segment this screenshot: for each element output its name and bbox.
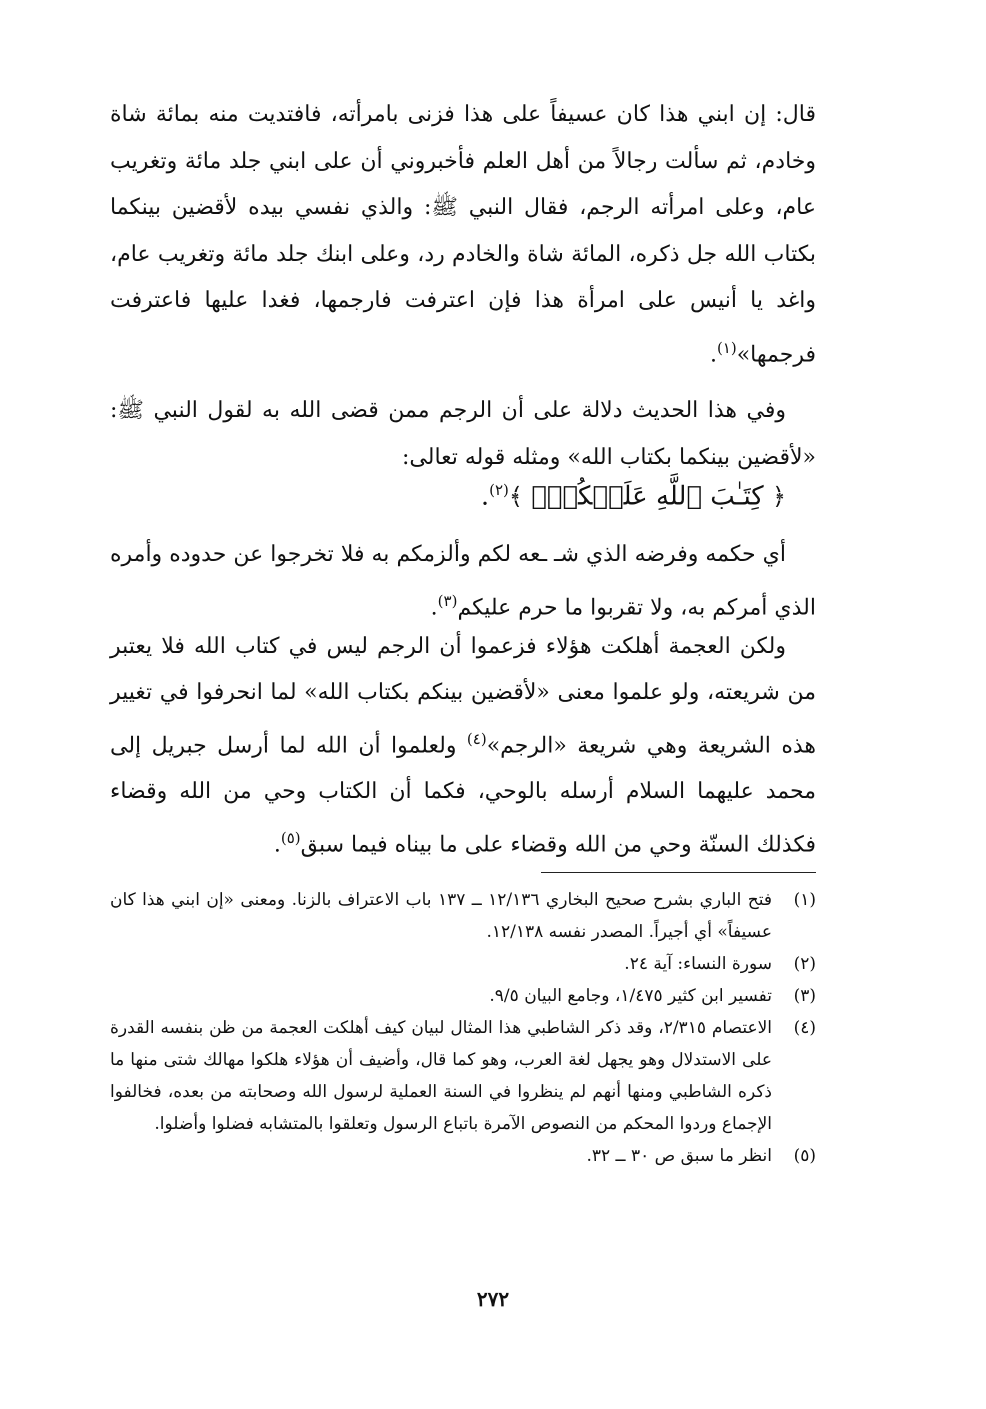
footnote-ref-3: (٣) <box>437 592 458 610</box>
paragraph-meaning-text: أي حكمه وفرضه الذي شـ ـعه لكم وألزمكم به فلا تخرجوا عن حدوده وأمره الذي أمركم به، ولا تقربوا ما حرم عليكم <box>110 542 816 621</box>
footnote-text: انظر ما سبق ص ٣٠ ــ ٣٢. <box>586 1146 772 1166</box>
footnote-text: تفسير ابن كثير ١/٤٧٥، وجامع البيان ٩/٥. <box>489 986 772 1006</box>
footnote-number: (٣) <box>793 986 816 1006</box>
footnote-ref-5: (٥) <box>280 829 301 848</box>
paragraph-meaning-p <box>110 532 816 631</box>
footnote-number: (١) <box>793 890 816 910</box>
footnote-4 <box>110 1012 816 1140</box>
paragraph-meaning <box>110 532 816 631</box>
paragraph-ajama <box>110 624 816 869</box>
paragraph-ajama-text-a: ولكن العجمة أهلكت هؤلاء فزعموا أن الرجم ليس في كتاب الله فلا يعتبر من شريعته، ولو علموا معنى «لأقضين بينكم بكتاب الله» لما انحرفوا في تغيير هذه الشريعة وهي شريعة «الرجم» <box>110 634 816 759</box>
paragraph-hadith-end: . <box>709 341 717 367</box>
footnote-text: الاعتصام ٢/٣١٥، وقد ذكر الشاطبي هذا المثال لبيان كيف أهلكت العجمة من ظن بنفسه القدرة على الاستدلال وهو يجهل لغة العرب، وهو كما قال، وأضيف أن هؤلاء هلكوا مهالك شتى منها ما ذكره الشاطبي ومنها أنهم لم ينظروا في السنة العملية لرسول الله وصحابته من بعده، فخالفوا الإجماع وردوا المحكم من النصوص الآمرة باتباع الرسول وتعلقوا بالمتشابه فضلوا وأضلوا. <box>110 1018 773 1134</box>
page-number: ٢٧٢ <box>476 1287 510 1311</box>
footnote-number: (٥) <box>793 1146 816 1166</box>
paragraph-ajama-p <box>110 624 816 869</box>
verse-text: كِتَـٰبَ ٱللَّهِ عَلَيۡكُمۡۚ <box>531 481 764 512</box>
paragraph-ajama-end: . <box>273 832 281 858</box>
footnote-2 <box>110 948 816 980</box>
paragraph-commentary-text: وفي هذا الحديث دلالة على أن الرجم ممن قضى الله به لقول النبي ﷺ: «لأقضين بينكما بكتاب الله» ومثله قوله تعالى: <box>110 398 816 470</box>
paragraph-meaning-end: . <box>430 595 438 621</box>
footnotes <box>110 884 816 1172</box>
paragraph-ajama-text-b: ولعلموا أن الله لما أرسل جبريل إلى محمد عليهما السلام أرسله بالوحي، فكما أن الكتاب وحي من الله وقضاء فكذلك السنّة وحي من الله وقضاء على ما بيناه فيما سبق <box>110 733 816 858</box>
paragraph-hadith <box>110 92 816 378</box>
footnote-ref-2: (٢) <box>489 481 509 499</box>
paragraph-hadith-text: قال: إن ابني هذا كان عسيفاً على هذا فزنى بامرأته، فافتديت منه بمائة شاة وخادم، ثم سألت رجالاً من أهل العلم فأخبروني أن على ابني جلد مائة وتغريب عام، وعلى امرأته الرجم، فقال النبي ﷺ: والذي نفسي بيده لأقضين بينكما بكتاب الله جل ذكره، المائة شاة والخادم رد، وعلى ابنك جلد مائة وتغريب عام، واغد يا أنيس على امرأة هذا فإن اعترفت فارجمها، فغدا عليها فاعترفت فرجمها» <box>110 102 816 367</box>
footnote-separator <box>541 872 816 873</box>
footnote-1 <box>110 884 816 948</box>
verse-open-bracket: ﴿ <box>771 482 786 511</box>
footnote-text: سورة النساء: آية ٢٤. <box>624 954 772 974</box>
quran-verse <box>481 470 786 517</box>
paragraph-commentary <box>110 388 816 481</box>
footnote-5 <box>110 1140 816 1172</box>
footnote-number: (٢) <box>793 954 816 974</box>
main-text <box>110 92 816 481</box>
footnote-text: فتح الباري بشرح صحيح البخاري ١٢/١٣٦ ــ ١٣٧ باب الاعتراف بالزنا. ومعنى «إن ابني هذا كان عسيفاً» أي أجيراً. المصدر نفسه ١٢/١٣٨. <box>110 890 772 942</box>
footnote-ref-1: (١) <box>716 338 737 357</box>
footnote-3 <box>110 980 816 1012</box>
verse-end: . <box>480 481 490 512</box>
footnote-number: (٤) <box>793 1018 816 1038</box>
verse-close-bracket: ﴾ <box>508 482 523 511</box>
footnote-ref-4: (٤) <box>466 730 487 748</box>
